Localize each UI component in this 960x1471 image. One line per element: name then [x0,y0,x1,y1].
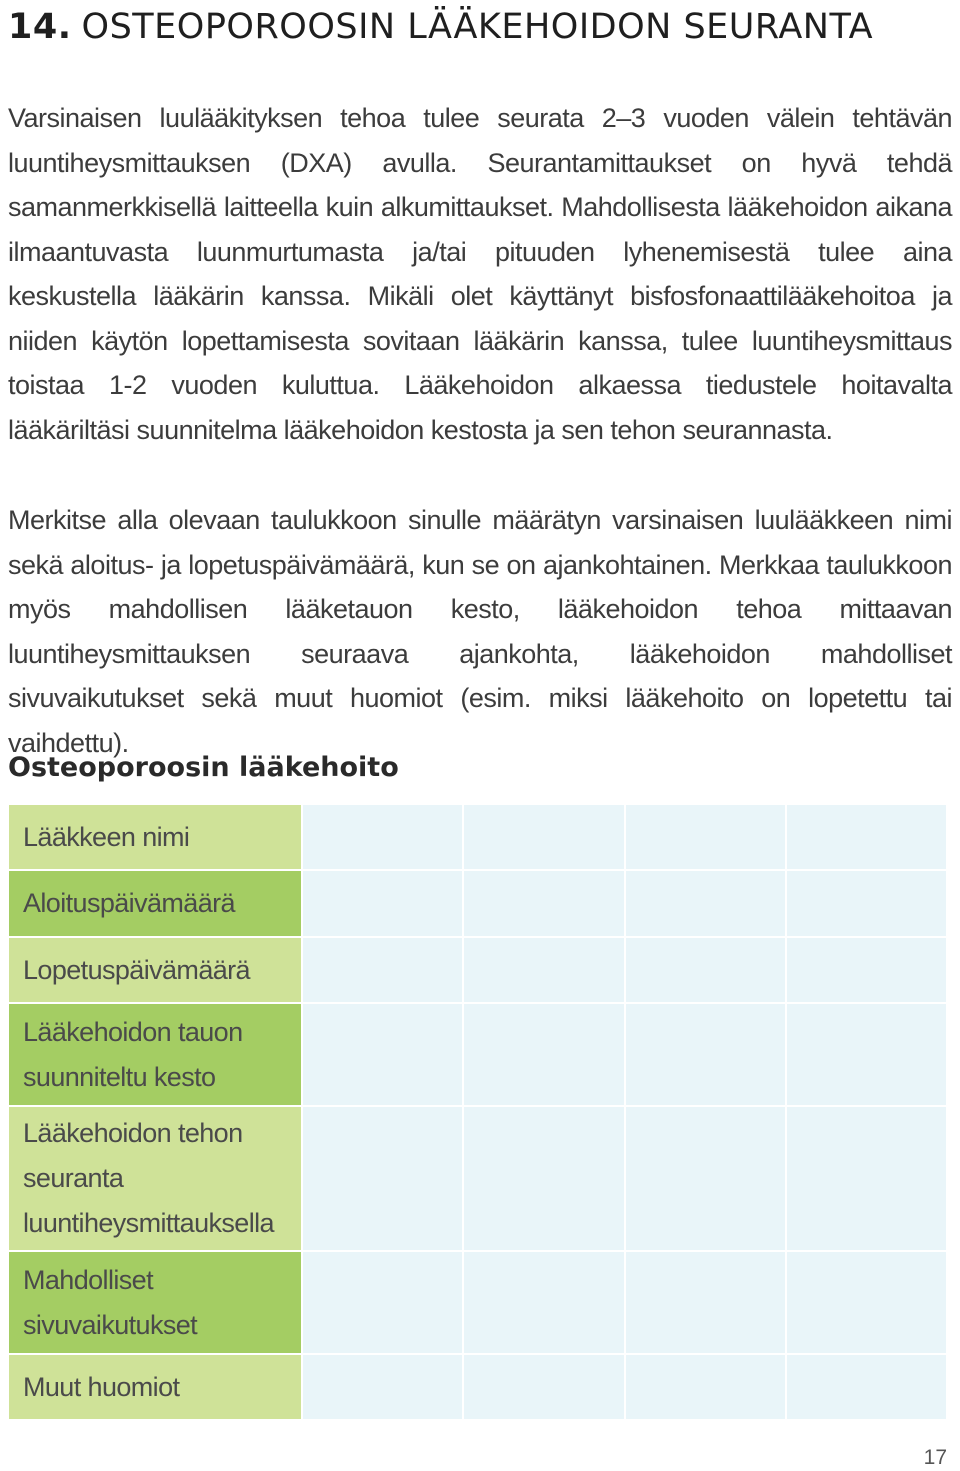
entry-cell[interactable] [625,870,786,937]
row-label: Muut huomiot [8,1354,302,1420]
entry-cell[interactable] [625,1354,786,1420]
entry-cell[interactable] [463,1251,624,1354]
chapter-number: 14. [8,7,72,47]
table-row [8,1354,947,1420]
entry-cell[interactable] [625,804,786,870]
entry-cell[interactable] [302,1106,463,1251]
entry-cell[interactable] [786,1251,947,1354]
entry-cell[interactable] [302,1003,463,1106]
table-row [8,1003,947,1106]
chapter-title: OSTEOPOROOSIN LÄÄKEHOIDON SEURANTA [81,7,874,47]
entry-cell[interactable] [463,1106,624,1251]
entry-cell[interactable] [302,870,463,937]
page-heading [8,0,958,54]
entry-cell[interactable] [302,804,463,870]
table-row [8,1251,947,1354]
page-number: 17 [923,1446,947,1469]
section-title: Osteoporoosin lääkehoito [8,752,399,783]
entry-cell[interactable] [786,1106,947,1251]
entry-cell[interactable] [625,1251,786,1354]
entry-cell[interactable] [625,1106,786,1251]
entry-cell[interactable] [463,1354,624,1420]
entry-cell[interactable] [786,1003,947,1106]
entry-cell[interactable] [302,1251,463,1354]
entry-cell[interactable] [463,1003,624,1106]
entry-cell[interactable] [302,1354,463,1420]
table-row [8,937,947,1003]
table-row [8,804,947,870]
instruction-paragraph: Merkitse alla olevaan taulukkoon sinulle määrätyn varsinaisen luulääkkeen nimi sekä aloitus- ja lopetuspäivämäärä, kun se on ajankohtainen. Merkkaa taulukkoon myös mahdollisen lääketauon kesto, lääkehoidon tehoa mittaavan luuntiheysmittauksen seuraava ajankohta, lääkehoidon mahdolliset sivuvaikutukset sekä muut huomiot (esim. miksi lääkehoito on lopetettu tai vaihdettu). [8,505,952,758]
entry-cell[interactable] [625,937,786,1003]
table-row [8,870,947,937]
entry-cell[interactable] [786,937,947,1003]
row-label: Mahdolliset sivuvaikutukset [8,1251,302,1354]
row-label: Lääkehoidon tauon suunniteltu kesto [8,1003,302,1106]
entry-cell[interactable] [625,1003,786,1106]
entry-cell[interactable] [786,870,947,937]
row-label: Lääkehoidon tehon seuranta luuntiheysmittauksella [8,1106,302,1251]
medication-table [7,803,948,1421]
intro-paragraph: Varsinaisen luulääkityksen tehoa tulee seurata 2–3 vuoden välein tehtävän luuntiheysmittauksen (DXA) avulla. Seurantamittaukset on hyvä tehdä samanmerkkisellä laitteella kuin alkumittaukset. Mahdollisesta lääkehoidon aikana ilmaantuvasta luunmurtumasta ja/tai pituuden lyhenemisestä tulee aina keskustella lääkärin kanssa. Mikäli olet käyttänyt bisfosfonaattilääkehoitoa ja niiden käytön lopettamisesta sovitaan lääkärin kanssa, tulee luuntiheysmittaus toistaa 1-2 vuoden kuluttua. Lääkehoidon alkaessa tiedustele hoitavalta lääkäriltäsi suunnitelma lääkehoidon kestosta ja sen tehon seurannasta. [8,103,952,445]
row-label: Lopetuspäivämäärä [8,937,302,1003]
row-label: Lääkkeen nimi [8,804,302,870]
row-label: Aloituspäivämäärä [8,870,302,937]
entry-cell[interactable] [302,937,463,1003]
entry-cell[interactable] [786,1354,947,1420]
entry-cell[interactable] [463,804,624,870]
entry-cell[interactable] [463,870,624,937]
entry-cell[interactable] [463,937,624,1003]
entry-cell[interactable] [786,804,947,870]
table-row [8,1106,947,1251]
